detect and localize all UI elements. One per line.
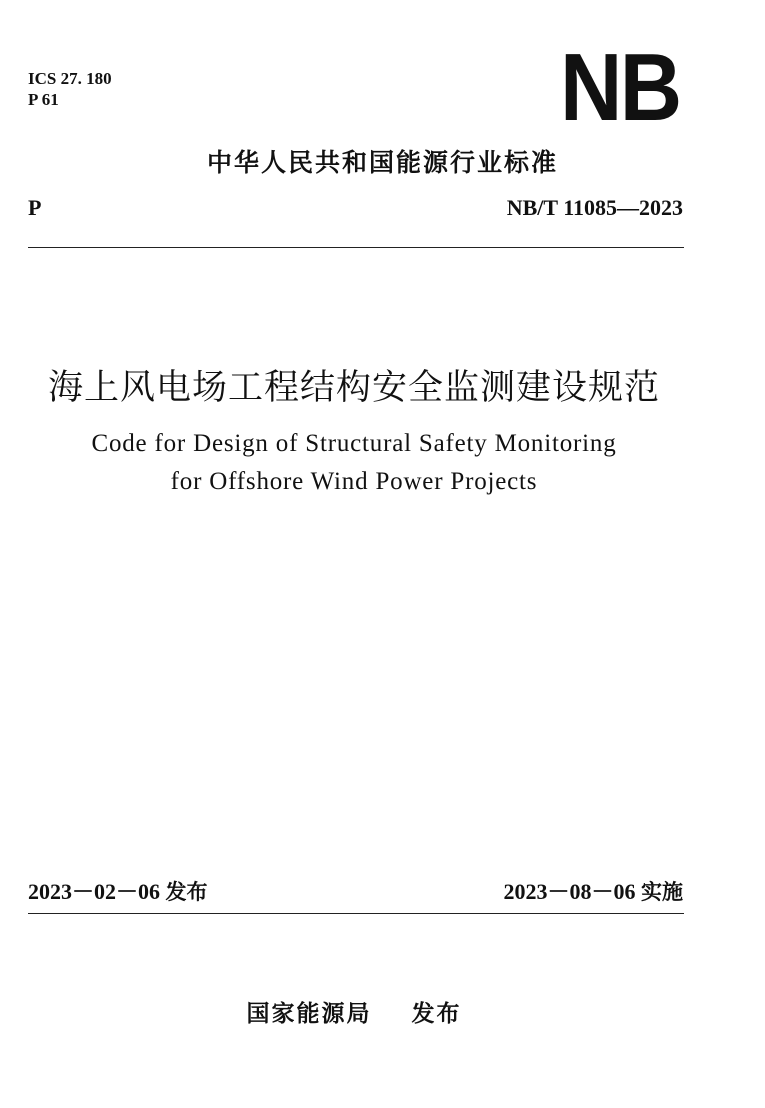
standard-number: NB/T 11085—2023 (506, 195, 683, 220)
issue-date-block (28, 875, 208, 906)
title-chinese: 海上风电场工程结构安全监测建设规范 (47, 368, 660, 408)
title-english-line1: Code for Design of Structural Safety Monitoring (91, 430, 617, 457)
publisher-action: 发布 (411, 1001, 462, 1027)
implement-date: 2023－08－06 (503, 879, 636, 904)
bottom-divider (28, 913, 684, 914)
ics-code: ICS 27. 180 (28, 69, 112, 88)
classification-codes (28, 68, 112, 110)
title-english-line2: for Offshore Wind Power Projects (170, 468, 538, 495)
publisher-line (0, 995, 708, 1028)
publisher-name: 国家能源局 (246, 1001, 372, 1027)
nb-logo: NB (560, 34, 680, 141)
implement-label: 实施 (641, 880, 683, 904)
issue-label: 发布 (165, 880, 208, 904)
issue-date: 2023－02－06 (28, 879, 161, 904)
title-english (0, 425, 708, 501)
ccs-code: P 61 (28, 90, 59, 109)
implement-date-block (503, 875, 683, 906)
standard-classification: 中华人民共和国能源行业标准 (206, 148, 558, 177)
category-letter: P (28, 195, 42, 220)
top-divider (28, 247, 684, 248)
